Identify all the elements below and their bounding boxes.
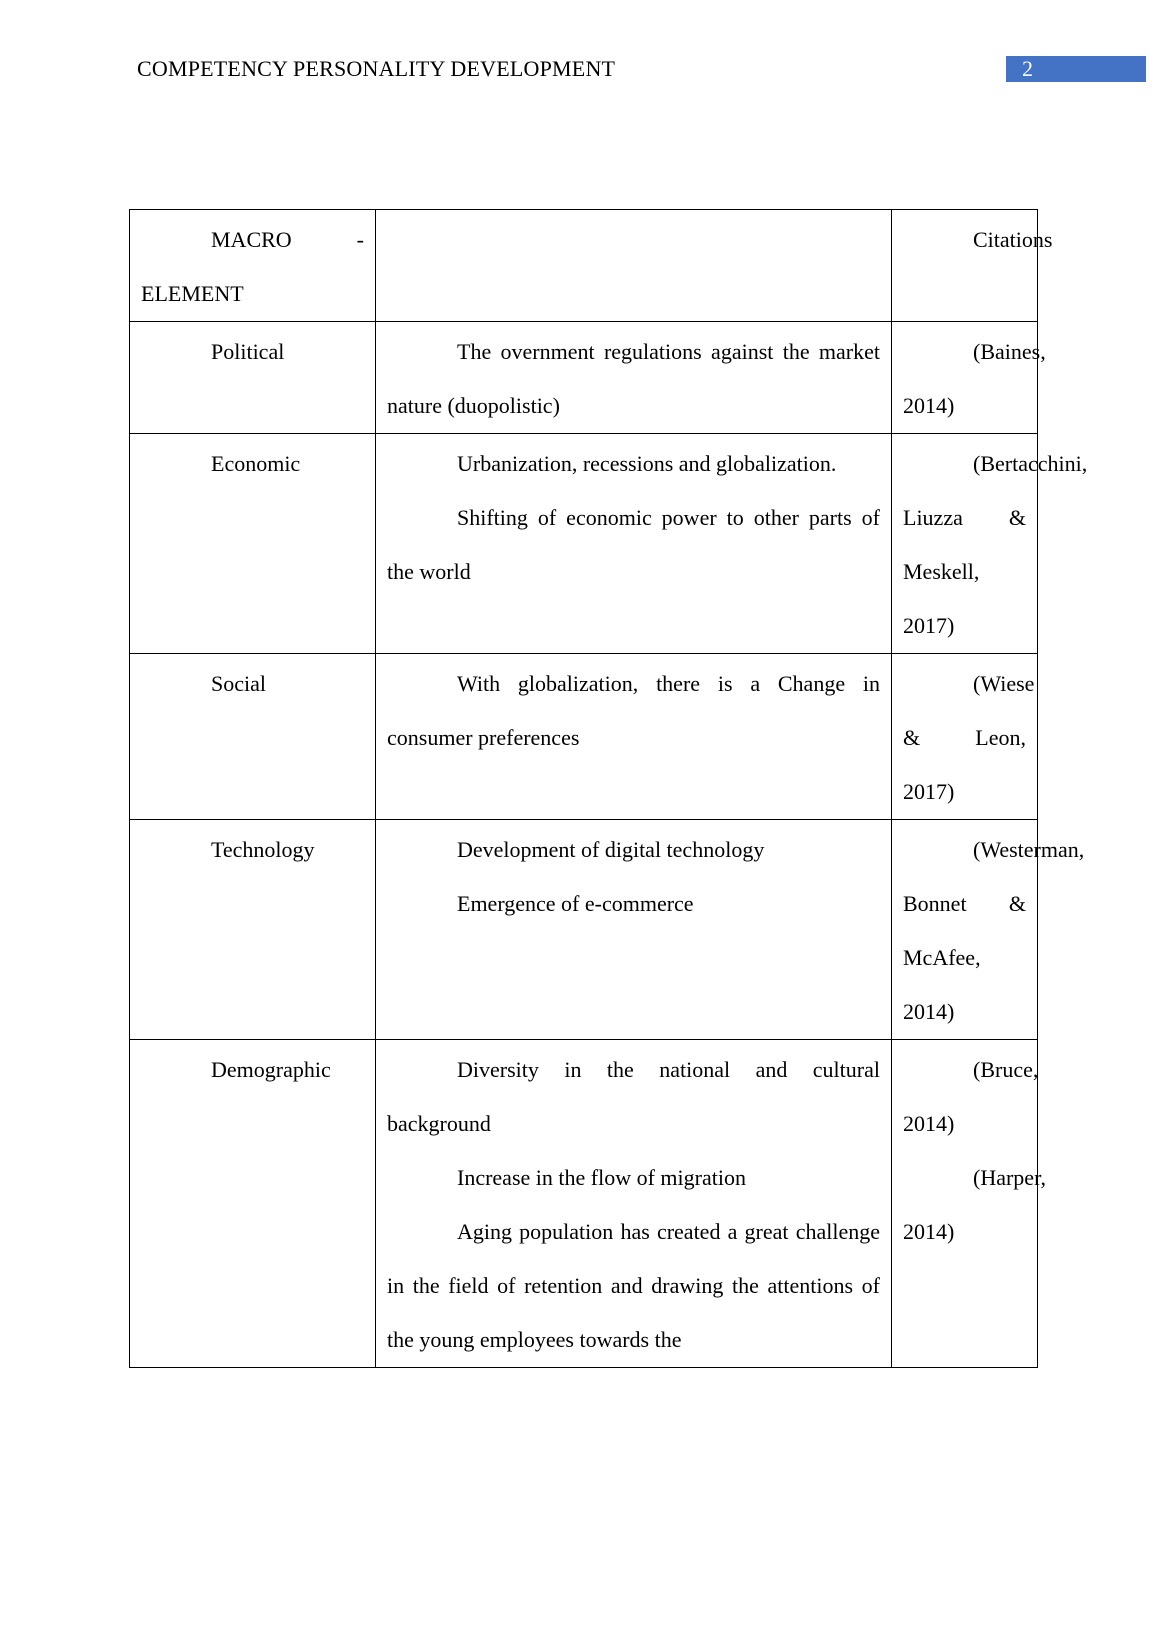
factor-cell: Development of digital technology Emergence of e-commerce: [376, 820, 892, 1040]
header-element-text: ELEMENT: [141, 281, 244, 306]
factor-cell: With globalization, there is a Change in consumer preferences: [376, 654, 892, 820]
citation-cell: (Westerman, Bonnet & McAfee, 2014): [892, 820, 1038, 1040]
page-number: 2: [1006, 56, 1146, 82]
element-cell: Technology: [130, 820, 376, 1040]
factor-cell: Diversity in the national and cultural background Increase in the flow of migration Aging population has created a great challenge in the field of retention and drawing the attentions of the young employees towards the: [376, 1040, 892, 1368]
table-row: [130, 322, 1038, 434]
element-cell: Economic: [130, 434, 376, 654]
table-row: [130, 820, 1038, 1040]
header-dash: -: [356, 227, 364, 252]
citation-cell: (Wiese & Leon, 2017): [892, 654, 1038, 820]
citation-cell: (Bruce, 2014) (Harper, 2014): [892, 1040, 1038, 1368]
citation-cell: (Baines, 2014): [892, 322, 1038, 434]
table-row: [130, 654, 1038, 820]
pestel-table: [129, 209, 1088, 1368]
header-cell-macro-element: [130, 210, 376, 322]
header-citations-text: Citations: [973, 227, 1053, 252]
element-cell: Political: [130, 322, 376, 434]
header-cell-blank: [376, 210, 892, 322]
header-macro-text: MACRO: [211, 227, 292, 252]
element-cell: Social: [130, 654, 376, 820]
table-row: [130, 434, 1038, 654]
element-cell: Demographic: [130, 1040, 376, 1368]
header-cell-citations: [892, 210, 1053, 322]
running-header-title: COMPETENCY PERSONALITY DEVELOPMENT: [137, 56, 616, 81]
citation-cell: (Bertacchini, Liuzza & Meskell, 2017): [892, 434, 1038, 654]
factor-cell: The overnment regulations against the market nature (duopolistic): [376, 322, 892, 434]
table-header-row: [130, 210, 1038, 322]
table-row: [130, 1040, 1038, 1368]
factor-cell: Urbanization, recessions and globalization. Shifting of economic power to other parts of the world: [376, 434, 892, 654]
